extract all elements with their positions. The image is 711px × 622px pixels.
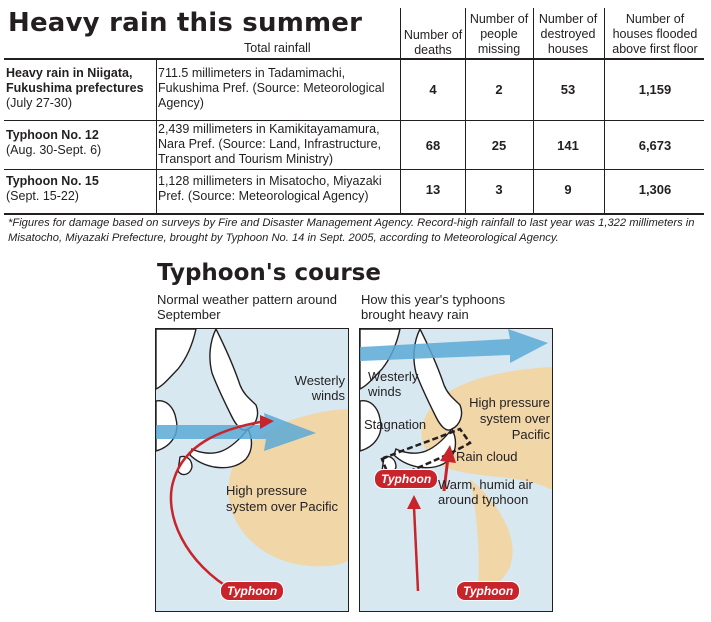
- warm-air-label: Warm, humid air around typhoon: [438, 477, 533, 507]
- left-panel-caption: Normal weather pattern around September: [157, 292, 337, 322]
- col-divider: [156, 59, 157, 213]
- header-total-rainfall: Total rainfall: [244, 41, 311, 55]
- deaths-cell: 4: [429, 82, 437, 97]
- missing-cell: 2: [495, 82, 503, 97]
- header-deaths: Number of deaths: [403, 28, 463, 57]
- missing-cell: 25: [491, 138, 507, 153]
- table-footnote: *Figures for damage based on surveys by Fire and Disaster Management Agency. Record-high rainfall to last year was 1,322 millimeters in Misatocho, Miyazaki Prefecture, brought by Typhoon No. 14 in Sept. 2005, according to Meteorological Agency.: [8, 217, 695, 244]
- warm-air-arrow: [414, 507, 418, 591]
- deaths-cell: 68: [425, 138, 441, 153]
- header-missing: Number of people missing: [469, 12, 529, 56]
- missing-cell: 3: [495, 182, 503, 197]
- high-pressure-label: High pressure system over Pacific: [226, 483, 338, 514]
- diagram-title: Typhoon's course: [157, 260, 381, 286]
- header-flooded: Number of houses flooded above first floor: [612, 12, 698, 56]
- rainfall-cell: 2,439 millimeters in Kamikitayamamura, Nara Pref. (Source: Land, Infrastructure, Transport and Tourism Ministry): [158, 122, 382, 166]
- typhoon-badge-lower: Typhoon: [456, 581, 520, 601]
- row-rule: [4, 120, 704, 121]
- destroyed-cell: 141: [557, 138, 579, 153]
- destroyed-cell: 53: [560, 82, 576, 97]
- flooded-cell: 6,673: [638, 138, 672, 153]
- typhoon-badge: Typhoon: [220, 581, 284, 601]
- event-name: [6, 174, 99, 204]
- deaths-cell: 13: [425, 182, 441, 197]
- event-date: (Aug. 30-Sept. 6): [6, 143, 102, 157]
- event-title: Typhoon No. 12: [6, 128, 99, 142]
- event-date: (July 27-30): [6, 96, 72, 110]
- event-name: [6, 128, 101, 158]
- westerly-winds-label: Westerly winds: [368, 369, 419, 399]
- normal-pattern-map: [155, 328, 349, 612]
- destroyed-cell: 9: [564, 182, 572, 197]
- stagnation-label: Stagnation: [364, 417, 427, 432]
- table-bottom-rule: [4, 213, 704, 215]
- normal-pattern-map-art: [156, 329, 348, 611]
- right-panel-caption: How this year's typhoons brought heavy rain: [361, 292, 506, 322]
- header-destroyed: Number of destroyed houses: [538, 12, 598, 56]
- col-divider: [400, 8, 401, 213]
- header-rule: [4, 58, 704, 60]
- event-title: Heavy rain in Niigata, Fukushima prefectures: [6, 66, 144, 95]
- flooded-cell: 1,306: [638, 182, 672, 197]
- col-divider: [604, 8, 605, 213]
- land-outline: [156, 329, 258, 474]
- high-pressure-label: High pressure system over Pacific: [469, 395, 550, 442]
- this-year-map: [359, 328, 553, 612]
- westerly-winds-label: Westerly winds: [294, 373, 345, 403]
- rain-cloud-label: Rain cloud: [456, 449, 518, 464]
- rainfall-cell: 1,128 millimeters in Misatocho, Miyazaki Pref. (Source: Meteorological Agency): [158, 174, 382, 203]
- event-name: [6, 66, 154, 111]
- flooded-cell: 1,159: [638, 82, 672, 97]
- row-rule: [4, 169, 704, 170]
- event-title: Typhoon No. 15: [6, 174, 99, 188]
- event-date: (Sept. 15-22): [6, 189, 79, 203]
- rainfall-cell: 711.5 millimeters in Tadamimachi, Fukushima Pref. (Source: Meteorological Agency): [158, 66, 385, 110]
- typhoon-badge-upper: Typhoon: [374, 469, 438, 489]
- warm-air-arrowhead: [407, 495, 421, 509]
- table-title: Heavy rain this summer: [8, 8, 363, 38]
